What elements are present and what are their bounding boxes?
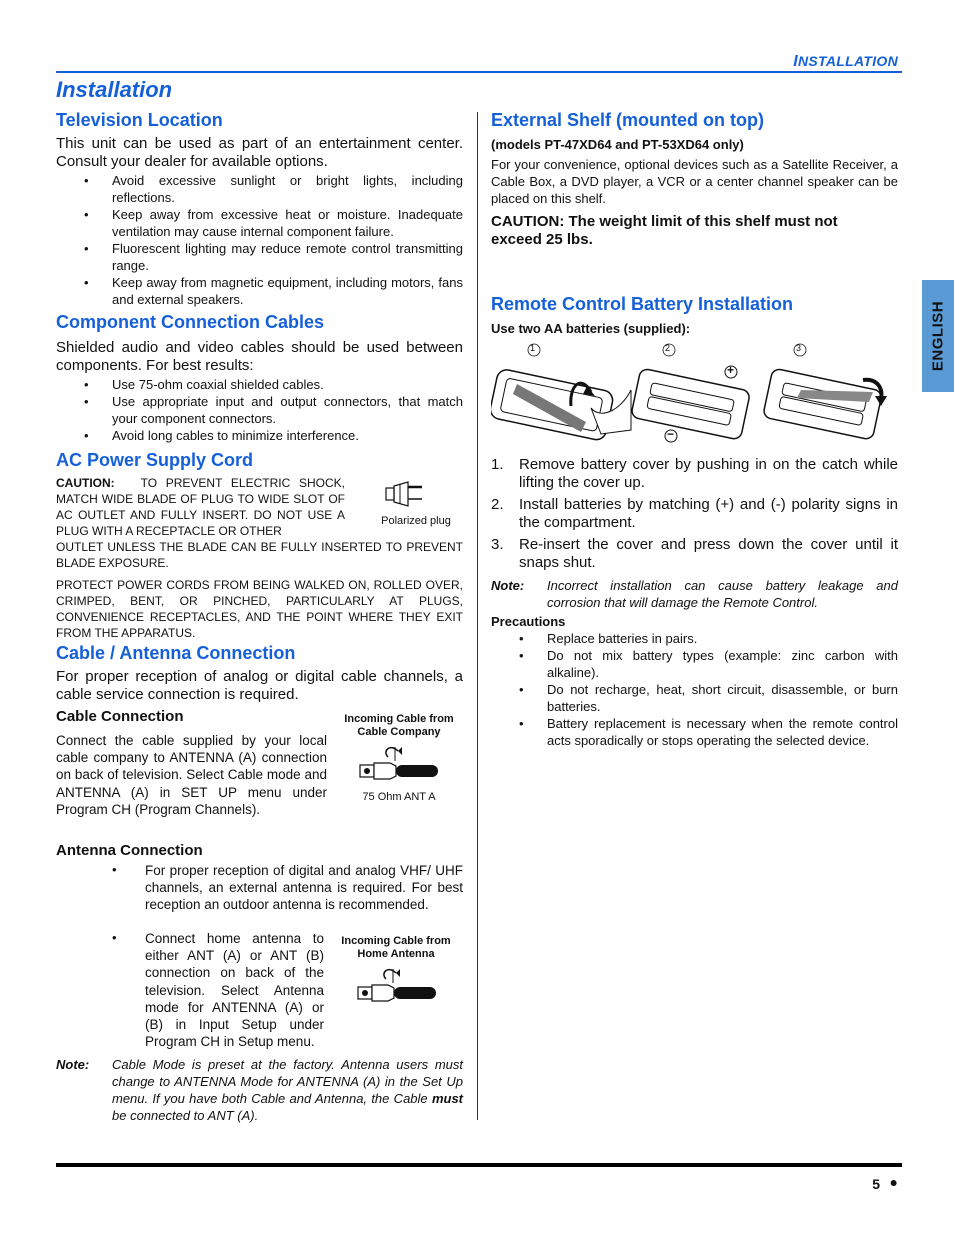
cable-figure-caption: 75 Ohm ANT A: [362, 791, 436, 803]
coax-connector-icon: [336, 961, 456, 1011]
shelf-models: (models PT-47XD64 and PT-53XD64 only): [491, 137, 744, 152]
header-rule: [56, 71, 902, 73]
cable-antenna-heading: Cable / Antenna Connection: [56, 643, 296, 663]
cable-figure: Incoming Cable from Cable Company 75 Ohm ANT A: [338, 713, 460, 804]
list-item: • Avoid excessive sunlight or bright lights, including reflections.: [56, 172, 463, 206]
antenna-bullet-2: • Connect home antenna to either ANT (A) or ANT (B) connection on back of the television. Select Antenna mode for ANTENNA (A) or (B) in Input Setup under Program CH in Setup menu.: [112, 930, 324, 1050]
shelf-section: [491, 110, 898, 249]
cable-note: Note: Cable Mode is preset at the factory. Antenna users must change to ANTENNA Mode for ANTENNA (A) in the Set Up menu. If you have both Cable and Antenna, the Cable must be connected to ANT (A).: [56, 1057, 463, 1123]
list-item: • Avoid long cables to minimize interference.: [56, 427, 463, 444]
list-item: 3. Re-insert the cover and press down the cover until it snaps shut.: [491, 536, 898, 571]
column-divider: [477, 112, 478, 1120]
list-item: 2. Install batteries by matching (+) and (-) polarity signs in the compartment.: [491, 496, 898, 531]
step-marker: 1: [530, 343, 536, 353]
step-marker: 2: [665, 343, 671, 353]
list-item: • Use appropriate input and output connectors, that match your component connectors.: [56, 393, 463, 427]
cable-antenna-intro: For proper reception of analog or digital cable channels, a cable service connection is required.: [56, 668, 463, 703]
battery-use: Use two AA batteries (supplied):: [491, 321, 691, 336]
shelf-caution: CAUTION: The weight limit of this shelf must not exceed 25 lbs.: [491, 213, 838, 248]
ac-power-heading: AC Power Supply Cord: [56, 450, 254, 470]
list-item: • Battery replacement is necessary when the remote control acts sporadically or stops operating the selected device.: [491, 715, 898, 749]
precautions-section: [491, 614, 898, 749]
footer-rule: [56, 1163, 902, 1167]
cable-connection-subheading: Cable Connection: [56, 708, 184, 725]
polarized-plug-icon: [366, 478, 466, 510]
antenna-figure: Incoming Cable from Home Antenna: [336, 935, 456, 1011]
coax-connector-icon: [338, 739, 460, 789]
plus-sign: +: [727, 363, 735, 377]
battery-steps: [491, 456, 898, 576]
tv-location-heading: Television Location: [56, 110, 223, 130]
list-item: 1. Remove battery cover by pushing in on the catch while lifting the cover up.: [491, 456, 898, 491]
shelf-text: For your convenience, optional devices such as a Satellite Receiver, a Cable Box, a DVD player, a VCR or a center channel speaker can be placed on this shelf.: [491, 157, 898, 206]
battery-note: Note: Incorrect installation can cause battery leakage and corrosion that will damage the Remote Control.: [491, 578, 898, 610]
language-tab: ENGLISH: [922, 280, 954, 392]
component-cables-list: [56, 376, 463, 444]
tv-location-list: [56, 172, 463, 308]
ac-caution-text: CAUTION: TO PREVENT ELECTRIC SHOCK, MATCH WIDE BLADE OF PLUG TO WIDE SLOT OF AC OUTLET AND FULLY INSERT. DO NOT USE A PLUG WITH A RECEPTACLE OR OTHER: [56, 476, 345, 538]
tv-location-section: [56, 110, 463, 308]
running-header: INSTALLATION: [793, 53, 898, 70]
polarized-plug-figure: [366, 478, 466, 528]
antenna-connection-subheading: Antenna Connection: [56, 842, 203, 859]
ac-caution-cont: OUTLET UNLESS THE BLADE CAN BE FULLY INSERTED TO PREVENT BLADE EXPOSURE.: [56, 540, 463, 570]
list-item: • Fluorescent lighting may reduce remote control transmitting range.: [56, 240, 463, 274]
page-title: Installation: [56, 77, 173, 102]
minus-sign: −: [667, 427, 675, 441]
component-cables-heading: Component Connection Cables: [56, 312, 325, 332]
battery-heading: Remote Control Battery Installation: [491, 294, 794, 314]
footer-bullet: ●: [889, 1174, 898, 1190]
shelf-heading: External Shelf (mounted on top): [491, 110, 764, 130]
ac-protect-text: PROTECT POWER CORDS FROM BEING WALKED ON, ROLLED OVER, CRIMPED, BENT, OR PINCHED, PARTICULARLY AT PLUGS, CONVENIENCE RECEPTACLES, AND THE POINT WHERE THEY EXIT FROM THE APPARATUS.: [56, 578, 463, 640]
list-item: • Replace batteries in pairs.: [491, 630, 898, 647]
polarized-plug-caption: Polarized plug: [381, 515, 451, 527]
list-item: • Keep away from excessive heat or moisture. Inadequate ventilation may cause internal component failure.: [56, 206, 463, 240]
antenna-bullet-1: • For proper reception of digital and analog VHF/ UHF channels, an external antenna is required. For best reception an outdoor antenna is recommended.: [112, 862, 463, 913]
battery-illustrations: [491, 340, 898, 450]
component-cables-intro: Shielded audio and video cables should be used between components. For best results:: [56, 339, 463, 374]
remote-battery-steps-icon: [491, 340, 898, 450]
cable-connection-text: Connect the cable supplied by your local cable company to ANTENNA (A) connection on back of television. Select Cable mode and ANTENNA (A) in SET UP menu under Program CH (Program Channels).: [56, 733, 327, 817]
tv-location-intro: This unit can be used as part of an entertainment center. Consult your dealer for available options.: [56, 135, 463, 170]
ac-power-section: [56, 450, 463, 641]
battery-section: [491, 294, 898, 336]
list-item: • Use 75-ohm coaxial shielded cables.: [56, 376, 463, 393]
component-cables-section: [56, 312, 463, 444]
cable-antenna-section: [56, 643, 463, 704]
list-item: • Do not recharge, heat, short circuit, disassemble, or burn batteries.: [491, 681, 898, 715]
list-item: • Do not mix battery types (example: zinc carbon with alkaline).: [491, 647, 898, 681]
list-item: • Keep away from magnetic equipment, including motors, fans and external speakers.: [56, 274, 463, 308]
step-marker: 3: [796, 343, 802, 353]
precautions-heading: Precautions: [491, 614, 566, 629]
page-number: 5: [872, 1176, 880, 1192]
